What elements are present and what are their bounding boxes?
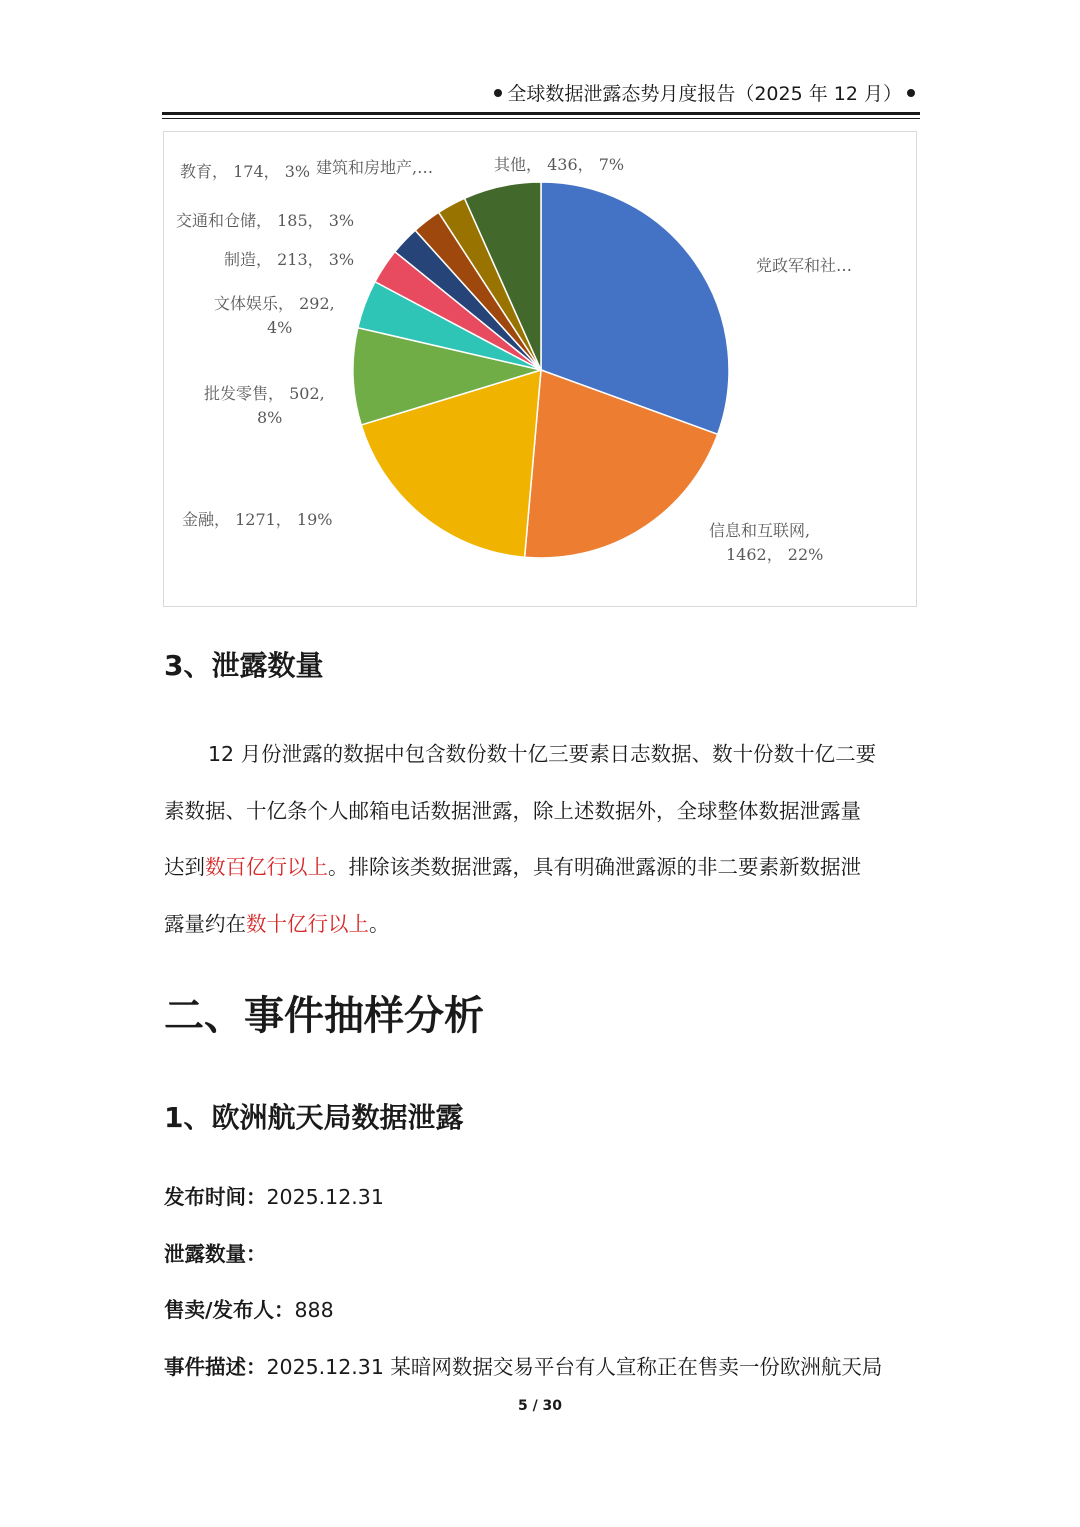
pie-data-label: 建筑和房地产,… [316,158,434,177]
section-heading: 3、泄露数量 [164,649,324,682]
para-text: 素数据、十亿条个人邮箱电话数据泄露，除上述数据外，全球整体数据泄露量 [164,798,861,823]
pie-data-label: 信息和互联网, [709,521,811,540]
chapter-heading: 二、事件抽样分析 [164,993,484,1039]
field-label: 售卖/发布人： [164,1298,295,1322]
pie-data-label: 金融， 1271， 19% [182,510,333,529]
para-text: 达到 [164,855,205,879]
page-header [162,80,920,108]
description-field [164,1352,882,1382]
pie-data-label: 8% [257,408,283,427]
field-label: 泄露数量： [164,1242,267,1266]
pie-data-label: 教育， 174， 3% [180,162,311,181]
bullet-icon [494,89,502,97]
event-heading: 1、欧洲航天局数据泄露 [164,1101,464,1134]
seller-field [164,1295,334,1325]
field-label: 发布时间： [164,1185,267,1209]
body-paragraph [164,726,916,952]
pie-data-label: 其他， 436， 7% [494,155,625,174]
report-title: 全球数据泄露态势月度报告（2025 年 12 月） [507,83,902,105]
para-text: 。排除该类数据泄露，具有明确泄露源的非二要素新数据泄 [328,855,861,879]
pie-chart-svg [164,132,918,608]
field-value: 888 [294,1298,334,1322]
para-text: 。 [369,911,390,936]
pie-data-label: 1462， 22% [726,545,824,564]
pie-data-label: 批发零售， 502, [204,384,325,403]
highlight-text: 数百亿行以上 [205,855,328,879]
pie-data-label: 文体娱乐， 292, [214,294,335,313]
pie-data-label: 交通和仓储， 185， 3% [176,211,355,230]
highlight-text: 数十亿行以上 [246,911,369,936]
pie-chart [163,131,917,607]
field-value: 2025.12.31 [266,1185,384,1209]
release-time-field [164,1182,384,1212]
page-number: 5 / 30 [517,1398,563,1414]
field-value: 2025.12.31 某暗网数据交易平台有人宣称正在售卖一份欧洲航天局 [266,1355,883,1379]
leak-count-field [164,1239,267,1269]
para-text: 12 月份泄露的数据中包含数份数十亿三要素日志数据、数十份数十亿二要 [208,742,877,766]
header-divider [162,118,920,119]
pie-data-label: 4% [267,318,293,337]
field-label: 事件描述： [164,1355,267,1379]
bullet-icon [907,89,915,97]
pie-data-label: 党政军和社… [756,256,853,275]
para-text: 露量约在 [164,911,246,936]
pie-data-label: 制造， 213， 3% [224,250,355,269]
header-divider [162,112,920,115]
